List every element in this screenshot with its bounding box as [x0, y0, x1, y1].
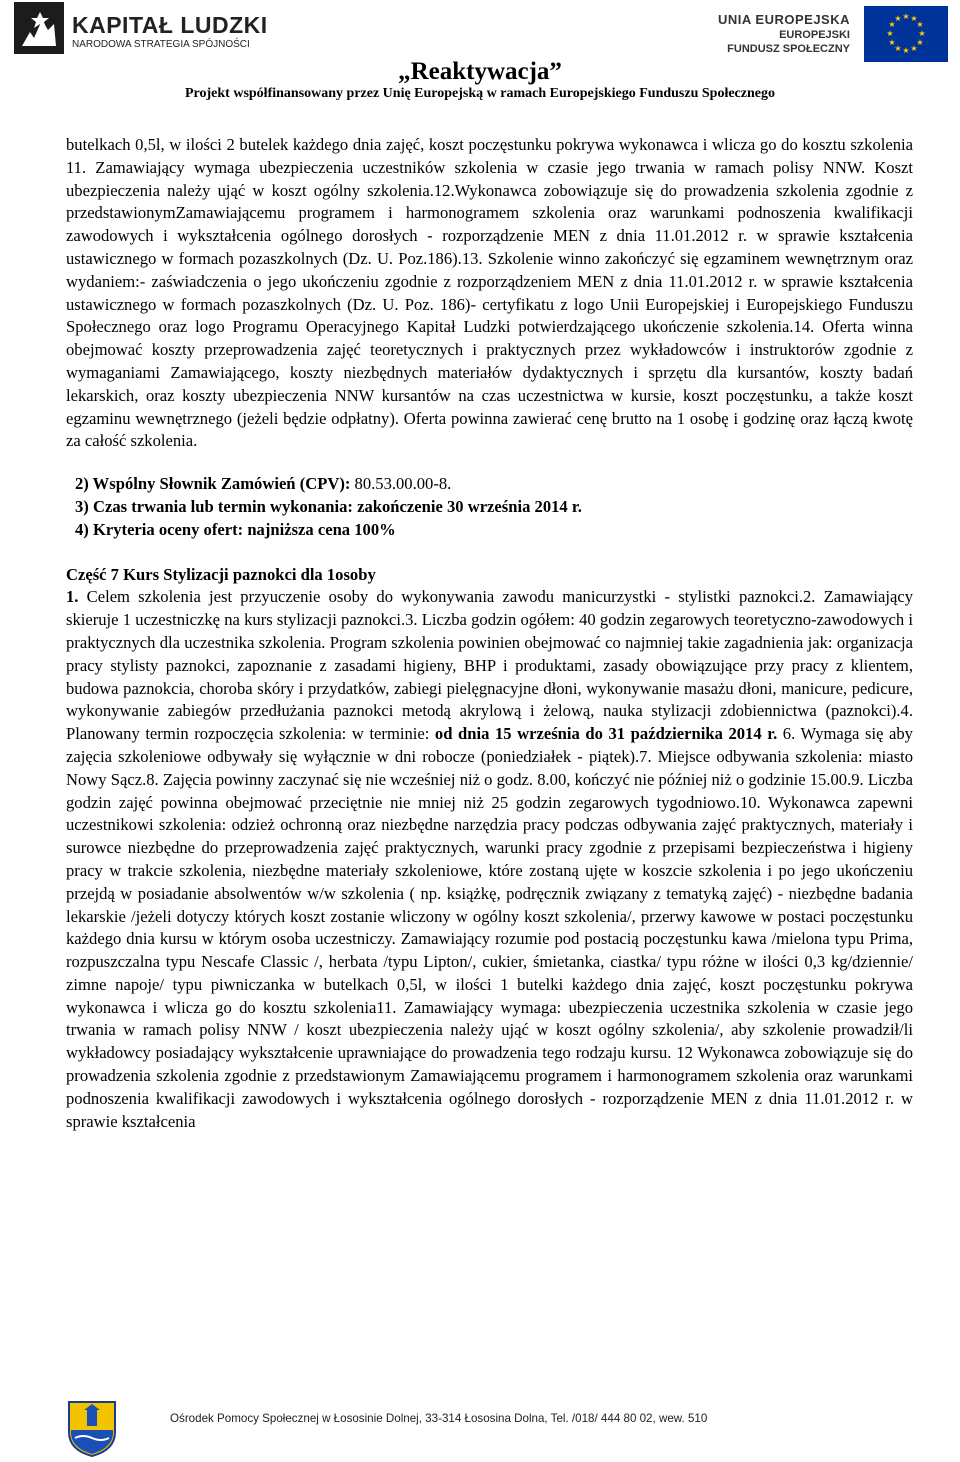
eu-logo-line3: FUNDUSZ SPOŁECZNY	[727, 43, 850, 55]
cpv-label: 2) Wspólny Słownik Zamówień (CPV):	[75, 474, 351, 494]
svg-text:★: ★	[902, 12, 910, 21]
section-text-part2: 6. Wymaga się aby zajęcia szkoleniowe odbywały się wyłącznie w dni robocze (poniedziałek - piątek).7. Miejsce odbywania szkolenia: miasto Nowy Sącz.8. Zajęcia powinny zaczynać się nie wcześniej niż o godz. 8.00, kończyć nie później niż o godzinie 15.00.9. Liczba godzin zajęć powinna obejmować przeciętnie nie mniej niż 25 godzin zegarowych tygodniowo.10. Wykonawca zapewni uczestnikowi szkolenia: odzież ochronną oraz niezbędne narzędzia pracy podczas odbywania zajęć praktycznych, materiały i surowce niezbędne do przeprowadzenia zajęć praktycznych, warunki pracy zgodnie z przepisami bezpieczeństwa i higieny pracy w trakcie szkolenia, niezbędne materiały szkoleniowe, które zostaną ujęte w koszcie szkolenia i po jego ukończeniu przejdą w posiadanie absolwentów w/w szkolenia ( np. książkę, podręcznik związany z tematyką zajęć) - niezbędne badania lekarskie /jeżeli dotyczy których koszt zostanie wliczony w ogólny koszt szkolenia/, przerwy kawowe w postaci poczęstunku każdego dnia kursu w którym osoba uczestniczy. Zamawiający rozumie pod postacią poczęstunku kawa /mielona typu Prima, rozpuszczalna typu Nescafe Classic /, herbata /typu Lipton/, cukier, śmietanka, ciastka/ typu różne w ilości 0,3 kg/dziennie/ zimne napoje/ typu piwniczanka w butelkach 0,5l, w ilości 1 butelki każdego dnia zajęć, koszt poczęstunku pokrywa wykonawca i wlicza go do kosztu szkolenia11. Zamawiający wymaga: ubezpieczenia uczestnika szkolenia w czasie jego trwania w ramach polisy NNW / koszt ubezpieczenia należy ująć w koszt ogólny szkolenia/, aby szkolenie prowadził/li wykładowcy posiadający wykształcenie uprawniające do prowadzenia tego rodzaju kursu. 12 Wykonawca zobowiązuje się do prowadzenia szkolenia zgodnie z przedstawionym Zamawiającemu programem i harmonogramem szkolenia oraz warunkami podnoszenia kwalifikacji zawodowych i wykształcenia ogólnego dorosłych - rozporządzenie MEN z dnia 11.01.2012 r. w sprawie kształcenia	[66, 724, 913, 1131]
svg-text:★: ★	[888, 20, 896, 29]
svg-text:★: ★	[894, 14, 902, 23]
project-subtitle: Projekt współfinansowany przez Unię Europejską w ramach Europejskiego Funduszu Społecznego	[185, 86, 775, 101]
svg-text:★: ★	[888, 38, 896, 47]
eu-logo	[718, 6, 948, 62]
page-header	[0, 0, 960, 110]
coat-of-arms-icon	[67, 1400, 117, 1457]
criteria-item	[66, 519, 913, 542]
svg-text:★: ★	[918, 29, 926, 38]
section-number: 1.	[66, 587, 79, 607]
cpv-item	[66, 473, 913, 496]
eu-logo-line1: UNIA EUROPEJSKA	[718, 12, 850, 27]
svg-text:★: ★	[916, 38, 924, 47]
svg-text:★: ★	[886, 29, 894, 38]
section-dates: od dnia 15 września do 31 października 2014 r.	[434, 724, 778, 744]
svg-text:★: ★	[894, 44, 902, 53]
section-title: Część 7 Kurs Stylizacji paznokci dla 1osoby	[66, 564, 376, 584]
eu-flag-icon	[864, 6, 948, 62]
eu-logo-line2: EUROPEJSKI	[779, 29, 850, 41]
criteria-value: najniższa cena 100%	[243, 519, 396, 539]
svg-text:★: ★	[916, 20, 924, 29]
kapital-ludzki-logo	[14, 2, 268, 58]
duration-item: 3) Czas trwania lub termin wykonania: zakończenie 30 września 2014 r.	[75, 496, 582, 516]
page-footer	[0, 1400, 960, 1459]
eu-logo-text	[718, 12, 850, 56]
svg-text:★: ★	[910, 14, 918, 23]
criteria-label: 4) Kryteria oceny ofert:	[75, 519, 244, 539]
section-body	[66, 586, 913, 1133]
document-body	[66, 134, 913, 1133]
section-text-part1: Celem szkolenia jest przyuczenie osoby do wykonywania zawodu manicurzystki - stylistki paznokci.2. Zamawiający skieruje 1 uczestniczkę na kurs stylizacji paznokci.3. Liczba godzin ogółem: 40 godzin zegarowych teoretyczno-zawodowych i praktycznych dla uczestnika szkolenia. Program szkolenia powinien obejmować co najmniej takie zagadnienia jak: organizacja pracy stylisty paznokci, zapoznanie z zasadami higieny, BHP i produktami, zasady obowiązujące przy pracy z klientem, budowa paznokcia, choroba skóry i przydatków, zabiegi pielęgnacyjne dłoni, wykonywanie masażu dłoni, manicure, pedicure, wykonywanie zabiegów przedłużania paznokci metodą akrylową i żelową, nauka stylizacji zdobiennictwa (paznokci).4. Planowany termin rozpoczęcia szkolenia: w terminie:	[66, 587, 913, 744]
svg-text:★: ★	[902, 46, 910, 55]
kapital-ludzki-subtitle: NARODOWA STRATEGIA SPÓJNOŚCI	[72, 39, 250, 50]
cpv-value: 80.53.00.00-8.	[350, 474, 452, 494]
kapital-ludzki-flag-icon	[14, 2, 64, 54]
kapital-ludzki-title: KAPITAŁ LUDZKI	[72, 12, 268, 38]
project-title: „Reaktywacja”	[398, 58, 562, 85]
paragraph-continuation: butelkach 0,5l, w ilości 2 butelek każdego dnia zajęć, koszt poczęstunku pokrywa wykonawca i wlicza go do kosztu szkolenia 11. Zamawiający wymaga ubezpieczenia uczestników szkolenia w czasie jego trwania w ramach polisy NNW. Koszt ubezpieczenia należy ująć w koszt ogólny szkolenia.12.Wykonawca zobowiązuje się do prowadzenia szkolenia zgodnie z przedstawionymZamawiającemu programem i harmonogramem szkolenia oraz warunkami podnoszenia kwalifikacji zawodowych i wykształcenia ogólnego dorosłych - rozporządzenie MEN z dnia 11.01.2012 r. w sprawie kształcenia ustawicznego w formach pozaszkolnych (Dz. U. Poz.186).13. Szkolenie winno zakończyć się egzaminem wewnętrznym oraz wydaniem:- zaświadczenia o jego ukończeniu zgodnie z rozporządzeniem MEN z dnia 11.01.2012 r. w sprawie kształcenia ustawicznego w formach pozaszkolnych (Dz. U. Poz. 186)- certyfikatu z logo Unii Europejskiej i Europejskiego Funduszu Społecznego oraz logo Programu Operacyjnego Kapitał Ludzki potwierdzającego ukończenie szkolenia.14. Oferta winna obejmować koszty przeprowadzenia zajęć teoretycznych i praktycznych przez wykładowców i instruktorów zgodnie z wymaganiami Zamawiającego, koszty niezbędnych materiałów dydaktycznych i sprzętu dla kursantów, koszty badań lekarskich, oraz koszty ubezpieczenia NNW kursantów na czas uczestnictwa w kursie, koszt poczęstunku, a także koszt egzaminu wewnętrznego (jeżeli będzie odpłatny). Oferta powinna zawierać cenę brutto na 1 osobę i godzinę oraz łączą kwotę za całość szkolenia.	[66, 135, 913, 451]
svg-text:★: ★	[910, 44, 918, 53]
footer-address: Ośrodek Pomocy Społecznej w Łososinie Dolnej, 33-314 Łososina Dolna, Tel. /018/ 444 80 02, wew. 510	[170, 1412, 708, 1425]
